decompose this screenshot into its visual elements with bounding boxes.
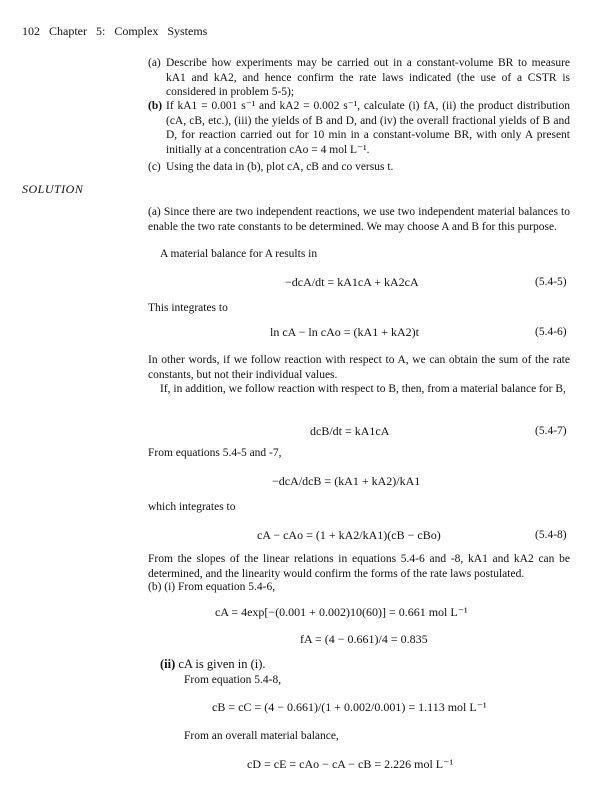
running-head: 102 Chapter 5: Complex Systems [22,24,208,38]
part-c-text: Using the data in (b), plot cA, cB and co versus t. [166,161,394,173]
solution-paragraph-6: From equations 5.4-5 and -7, [148,447,282,459]
problem-part-a [148,56,570,100]
equation-number-5-4-6: (5.4-6) [535,326,567,338]
part-a-text: Describe how experiments may be carried out in a constant-volume BR to measure kA1 and kA2, and hence confirm the rate laws indicated (the use of a CSTR is considered in problem 5-5); [166,57,570,98]
part-a-label: (a) [148,57,161,69]
equation-5-4-6: ln cA − ln cAo = (kA1 + kA2)t [270,325,419,339]
equation-number-5-4-7: (5.4-7) [535,425,567,437]
equation-5-4-8: cA − cAo = (1 + kA2/kA1)(cB − cBo) [257,528,441,542]
problem-part-b [148,99,570,157]
equation-number-5-4-5: (5.4-5) [535,276,567,288]
equation-cb-result: cB = cC = (4 − 0.661)/(1 + 0.002/0.001) = 1.113 mol L⁻¹ [212,700,487,714]
solution-paragraph-4: In other words, if we follow reaction with respect to A, we can obtain the sum of the rate constants, but not their individual values. [148,354,570,381]
solution-paragraph-5: If, in addition, we follow reaction with respect to B, then, from a material balance for B, [160,383,566,395]
part-b-text: If kA1 = 0.001 s⁻¹ and kA2 = 0.002 s⁻¹, calculate (i) fA, (ii) the product distribution (cA, cB, etc.), (iii) the yields of B and D, and (iv) the overall fractional yields of B and D, for reaction carried out for 10 min in a constant-volume BR, with only A present initially at a concentration cAo = 4 mol L⁻¹. [166,100,570,156]
solution-paragraph-11: From equation 5.4-8, [184,674,282,686]
solution-paragraph-7: which integrates to [148,501,236,513]
part-b-label: (b) [148,100,163,112]
solution-heading: SOLUTION [22,182,84,196]
solution-paragraph-1: (a) Since there are two independent reactions, we use two independent material balances to enable the two rate constants to be determined. We may choose A and B for this purpose. [148,206,570,233]
equation-ratio: −dcA/dcB = (kA1 + kA2)/kA1 [272,474,421,488]
solution-paragraph-8: From the slopes of the linear relations in equations 5.4-6 and -8, kA1 and kA2 can be determined, and the linearity would confirm the forms of the rate laws postulated. [148,553,570,580]
equation-fa-result: fA = (4 − 0.661)/4 = 0.835 [300,632,428,646]
part-c-label: (c) [148,161,161,173]
solution-paragraph-12: From an overall material balance, [184,730,339,742]
solution-paragraph-3: This integrates to [148,302,228,314]
part-ii-text: cA is given in (i). [178,657,266,671]
problem-part-c [148,160,570,175]
solution-paragraph-9: (b) (i) From equation 5.4-6, [148,581,276,593]
solution-paragraph-2: A material balance for A results in [160,248,318,260]
equation-5-4-5: −dcA/dt = kA1cA + kA2cA [285,275,419,289]
equation-number-5-4-8: (5.4-8) [535,529,567,541]
equation-cd-result: cD = cE = cAo − cA − cB = 2.226 mol L⁻¹ [247,757,454,771]
equation-ca-result: cA = 4exp[−(0.001 + 0.002)10(60)] = 0.661 mol L⁻¹ [215,605,468,619]
solution-paragraph-10 [160,657,570,672]
part-ii-label: (ii) [160,657,176,671]
equation-5-4-7: dcB/dt = kA1cA [310,424,390,438]
